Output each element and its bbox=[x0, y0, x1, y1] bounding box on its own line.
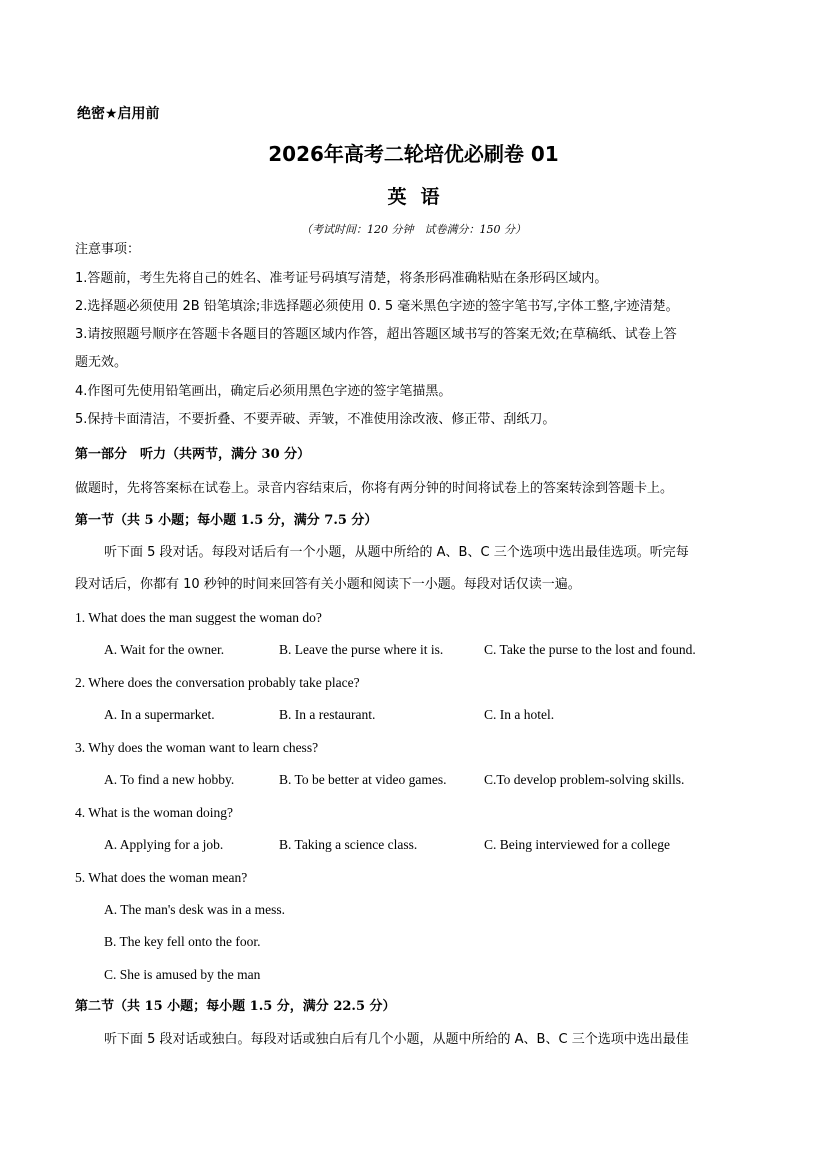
option-a: A. To find a new hobby. bbox=[104, 772, 235, 787]
option-c: C.To develop problem-solving skills. bbox=[484, 772, 685, 787]
question-1: 1. What does the man suggest the woman do? bbox=[75, 610, 322, 625]
section1-instruction: 听下面 5 段对话。每段对话后有一个小题，从题中所给的 A、B、C 三个选项中选出最佳选项。听完每 bbox=[104, 545, 689, 560]
exam-title: 2026年高考二轮培优必刷卷 01 bbox=[268, 142, 559, 166]
question-4: 4. What is the woman doing? bbox=[75, 805, 233, 820]
option-c: C. Being interviewed for a college bbox=[484, 837, 670, 852]
option-b: B. Taking a science class. bbox=[279, 837, 418, 852]
note-item: 1.答题前，考生先将自己的姓名、准考证号码填写清楚，将条形码准确粘贴在条形码区域内。 bbox=[75, 271, 608, 286]
exam-meta: （考试时间：120 分钟 试卷满分：150 分） bbox=[301, 223, 526, 236]
note-item: 4.作图可先使用铅笔画出，确定后必须用黑色字迹的签字笔描黑。 bbox=[75, 384, 452, 399]
section2-heading: 第二节（共 15 小题；每小题 1.5 分，满分 22.5 分） bbox=[75, 999, 396, 1014]
part1-heading: 第一部分 听力（共两节，满分 30 分） bbox=[75, 447, 311, 462]
option-a: A. Applying for a job. bbox=[104, 837, 224, 852]
part1-intro: 做题时，先将答案标在试卷上。录音内容结束后，你将有两分钟的时间将试卷上的答案转涂到答题卡上。 bbox=[75, 481, 674, 496]
note-item: 5.保持卡面清洁，不要折叠、不要弄破、弄皱，不准使用涂改液、修正带、刮纸刀。 bbox=[75, 412, 556, 427]
option-b: B. Leave the purse where it is. bbox=[279, 642, 444, 657]
option-a: A. Wait for the owner. bbox=[104, 642, 225, 657]
option-c: C. In a hotel. bbox=[484, 707, 555, 722]
question-3: 3. Why does the woman want to learn chess? bbox=[75, 740, 319, 755]
option-b: B. To be better at video games. bbox=[279, 772, 447, 787]
option-b: B. The key fell onto the foor. bbox=[104, 934, 261, 949]
note-item: 3.请按照题号顺序在答题卡各题目的答题区域内作答，超出答题区域书写的答案无效;在草稿纸、试卷上答 bbox=[75, 327, 677, 342]
section2-instruction: 听下面 5 段对话或独白。每段对话或独白后有几个小题，从题中所给的 A、B、C 三个选项中选出最佳 bbox=[104, 1032, 689, 1047]
note-item: 2.选择题必须使用 2B 铅笔填涂;非选择题必须使用 0. 5 毫米黑色字迹的签字笔书写,字体工整,字迹清楚。 bbox=[75, 299, 679, 314]
question-2: 2. Where does the conversation probably take place? bbox=[75, 675, 360, 690]
notes-heading: 注意事项： bbox=[75, 242, 141, 257]
option-a: A. In a supermarket. bbox=[104, 707, 215, 722]
confidential-label: 绝密★启用前 bbox=[77, 106, 160, 122]
note-item: 题无效。 bbox=[75, 355, 128, 370]
question-5: 5. What does the woman mean? bbox=[75, 870, 248, 885]
section1-heading: 第一节（共 5 小题；每小题 1.5 分，满分 7.5 分） bbox=[75, 513, 378, 528]
option-c: C. Take the purse to the lost and found. bbox=[484, 642, 696, 657]
option-b: B. In a restaurant. bbox=[279, 707, 376, 722]
section1-instruction: 段对话后，你都有 10 秒钟的时间来回答有关小题和阅读下一小题。每段对话仅读一遍。 bbox=[75, 577, 581, 592]
option-a: A. The man's desk was in a mess. bbox=[104, 902, 286, 917]
subject-title: 英语 bbox=[387, 186, 454, 208]
option-c: C. She is amused by the man bbox=[104, 967, 261, 982]
